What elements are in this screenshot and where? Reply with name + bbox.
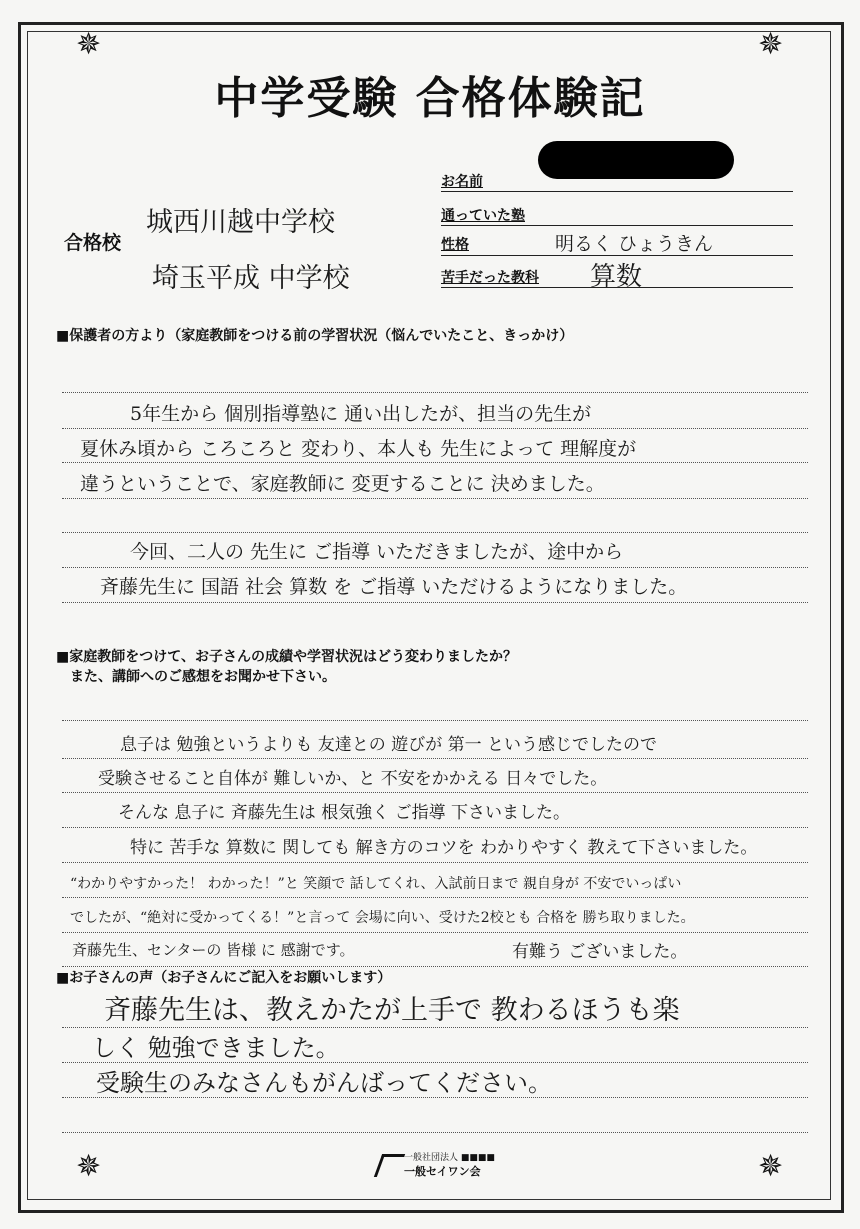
corner-ornament-icon: ✵: [758, 1149, 784, 1184]
page-title: 中学受験 合格体験記: [214, 73, 646, 124]
handwritten-line: でしたが、“絶対に受かってくる！”と言って 会場に向い、受けた2校とも 合格を 勝ち取りました。: [70, 910, 695, 926]
dotted-ruled-line: [62, 792, 808, 793]
logo-mark-icon: [374, 1154, 405, 1177]
passed-school-1: 城西川越中学校: [146, 207, 335, 238]
section-heading-child-voice: [56, 968, 391, 988]
dotted-ruled-line: [62, 1027, 808, 1028]
corner-ornament-icon: ✵: [76, 1149, 102, 1184]
corner-ornament-icon: ✵: [758, 27, 784, 62]
handwritten-line: 有難う ございました。: [512, 942, 688, 962]
dotted-ruled-line: [62, 428, 808, 429]
dotted-ruled-line: [62, 758, 808, 759]
cram-school-label: 通っていた塾: [441, 208, 525, 224]
dotted-ruled-line: [62, 827, 808, 828]
handwritten-line: 斉藤先生、センターの 皆様 に 感謝です。: [72, 941, 355, 959]
dotted-ruled-line: [62, 462, 808, 463]
footer-logo: [378, 1148, 495, 1182]
section-heading-after-tutor: [56, 647, 517, 687]
corner-ornament-icon: ✵: [76, 27, 102, 62]
dotted-ruled-line: [62, 567, 808, 568]
handwritten-line: 特に 苦手な 算数に 関しても 解き方のコツを わかりやすく 教えて下さいました。: [130, 838, 758, 858]
weak-subject-value: 算数: [590, 262, 643, 292]
handwritten-line: 違うということで、家庭教師に 変更することに 決めました。: [80, 473, 605, 495]
name-underline: [441, 191, 793, 192]
weak-subject-label: 苦手だった教科: [441, 270, 539, 286]
section-subheading-text: また、講師へのご感想をお聞かせ下さい。: [70, 669, 336, 685]
logo-text-main: 一般セイワン会: [404, 1165, 481, 1178]
handwritten-line: そんな 息子に 斉藤先生は 根気強く ご指導 下さいました。: [118, 803, 571, 823]
dotted-ruled-line: [62, 392, 808, 393]
redacted-name-box: [538, 141, 734, 179]
section-heading-text: ■保護者の方より（家庭教師をつける前の学習状況（悩んでいたこと、きっかけ）: [56, 328, 574, 344]
dotted-ruled-line: [62, 897, 808, 898]
personality-value: 明るく ひょうきん: [555, 233, 714, 255]
handwritten-line: 受験生のみなさんもがんばってください。: [96, 1069, 552, 1097]
handwritten-line: 斉藤先生に 国語 社会 算数 を ご指導 いただけるようになりました。: [100, 576, 688, 598]
section-heading-parent-before: [56, 326, 573, 346]
dotted-ruled-line: [62, 602, 808, 603]
name-label: お名前: [441, 174, 483, 190]
handwritten-line: 息子は 勉強というよりも 友達との 遊びが 第一 という感じでしたので: [120, 735, 658, 755]
handwritten-line: 斉藤先生は、教えかたが上手で 教わるほうも楽: [104, 995, 680, 1026]
dotted-ruled-line: [62, 932, 808, 933]
personality-label: 性格: [441, 237, 469, 253]
handwritten-line: 今回、二人の 先生に ご指導 いただきましたが、途中から: [130, 541, 624, 563]
handwritten-line: 5年生から 個別指導塾に 通い出したが、担当の先生が: [130, 403, 592, 425]
section-heading-text: ■お子さんの声（お子さんにご記入をお願いします）: [56, 970, 392, 986]
passed-schools-label: 合格校: [64, 232, 122, 254]
dotted-ruled-line: [62, 532, 808, 533]
handwritten-line: しく 勉強できました。: [92, 1034, 340, 1062]
dotted-ruled-line: [62, 498, 808, 499]
section-heading-text: ■家庭教師をつけて、お子さんの成績や学習状況はどう変わりましたか？: [56, 649, 517, 665]
handwritten-line: 夏休み頃から ころころと 変わり、本人も 先生によって 理解度が: [80, 438, 637, 460]
dotted-ruled-line: [62, 862, 808, 863]
handwritten-line: “わかりやすかった！ わかった！”と 笑顔で 話してくれ、入試前日まで 親自身が 不安でいっぱい: [70, 876, 682, 892]
dotted-ruled-line: [62, 720, 808, 721]
handwritten-line: 受験させること自体が 難しいか、と 不安をかかえる 日々でした。: [98, 769, 608, 789]
logo-text-small: 一般社団法人 ■■■■: [404, 1153, 495, 1163]
cram-school-underline: [441, 225, 793, 226]
passed-school-2: 埼玉平成 中学校: [152, 263, 350, 294]
dotted-ruled-line: [62, 1132, 808, 1133]
dotted-ruled-line: [62, 966, 808, 967]
